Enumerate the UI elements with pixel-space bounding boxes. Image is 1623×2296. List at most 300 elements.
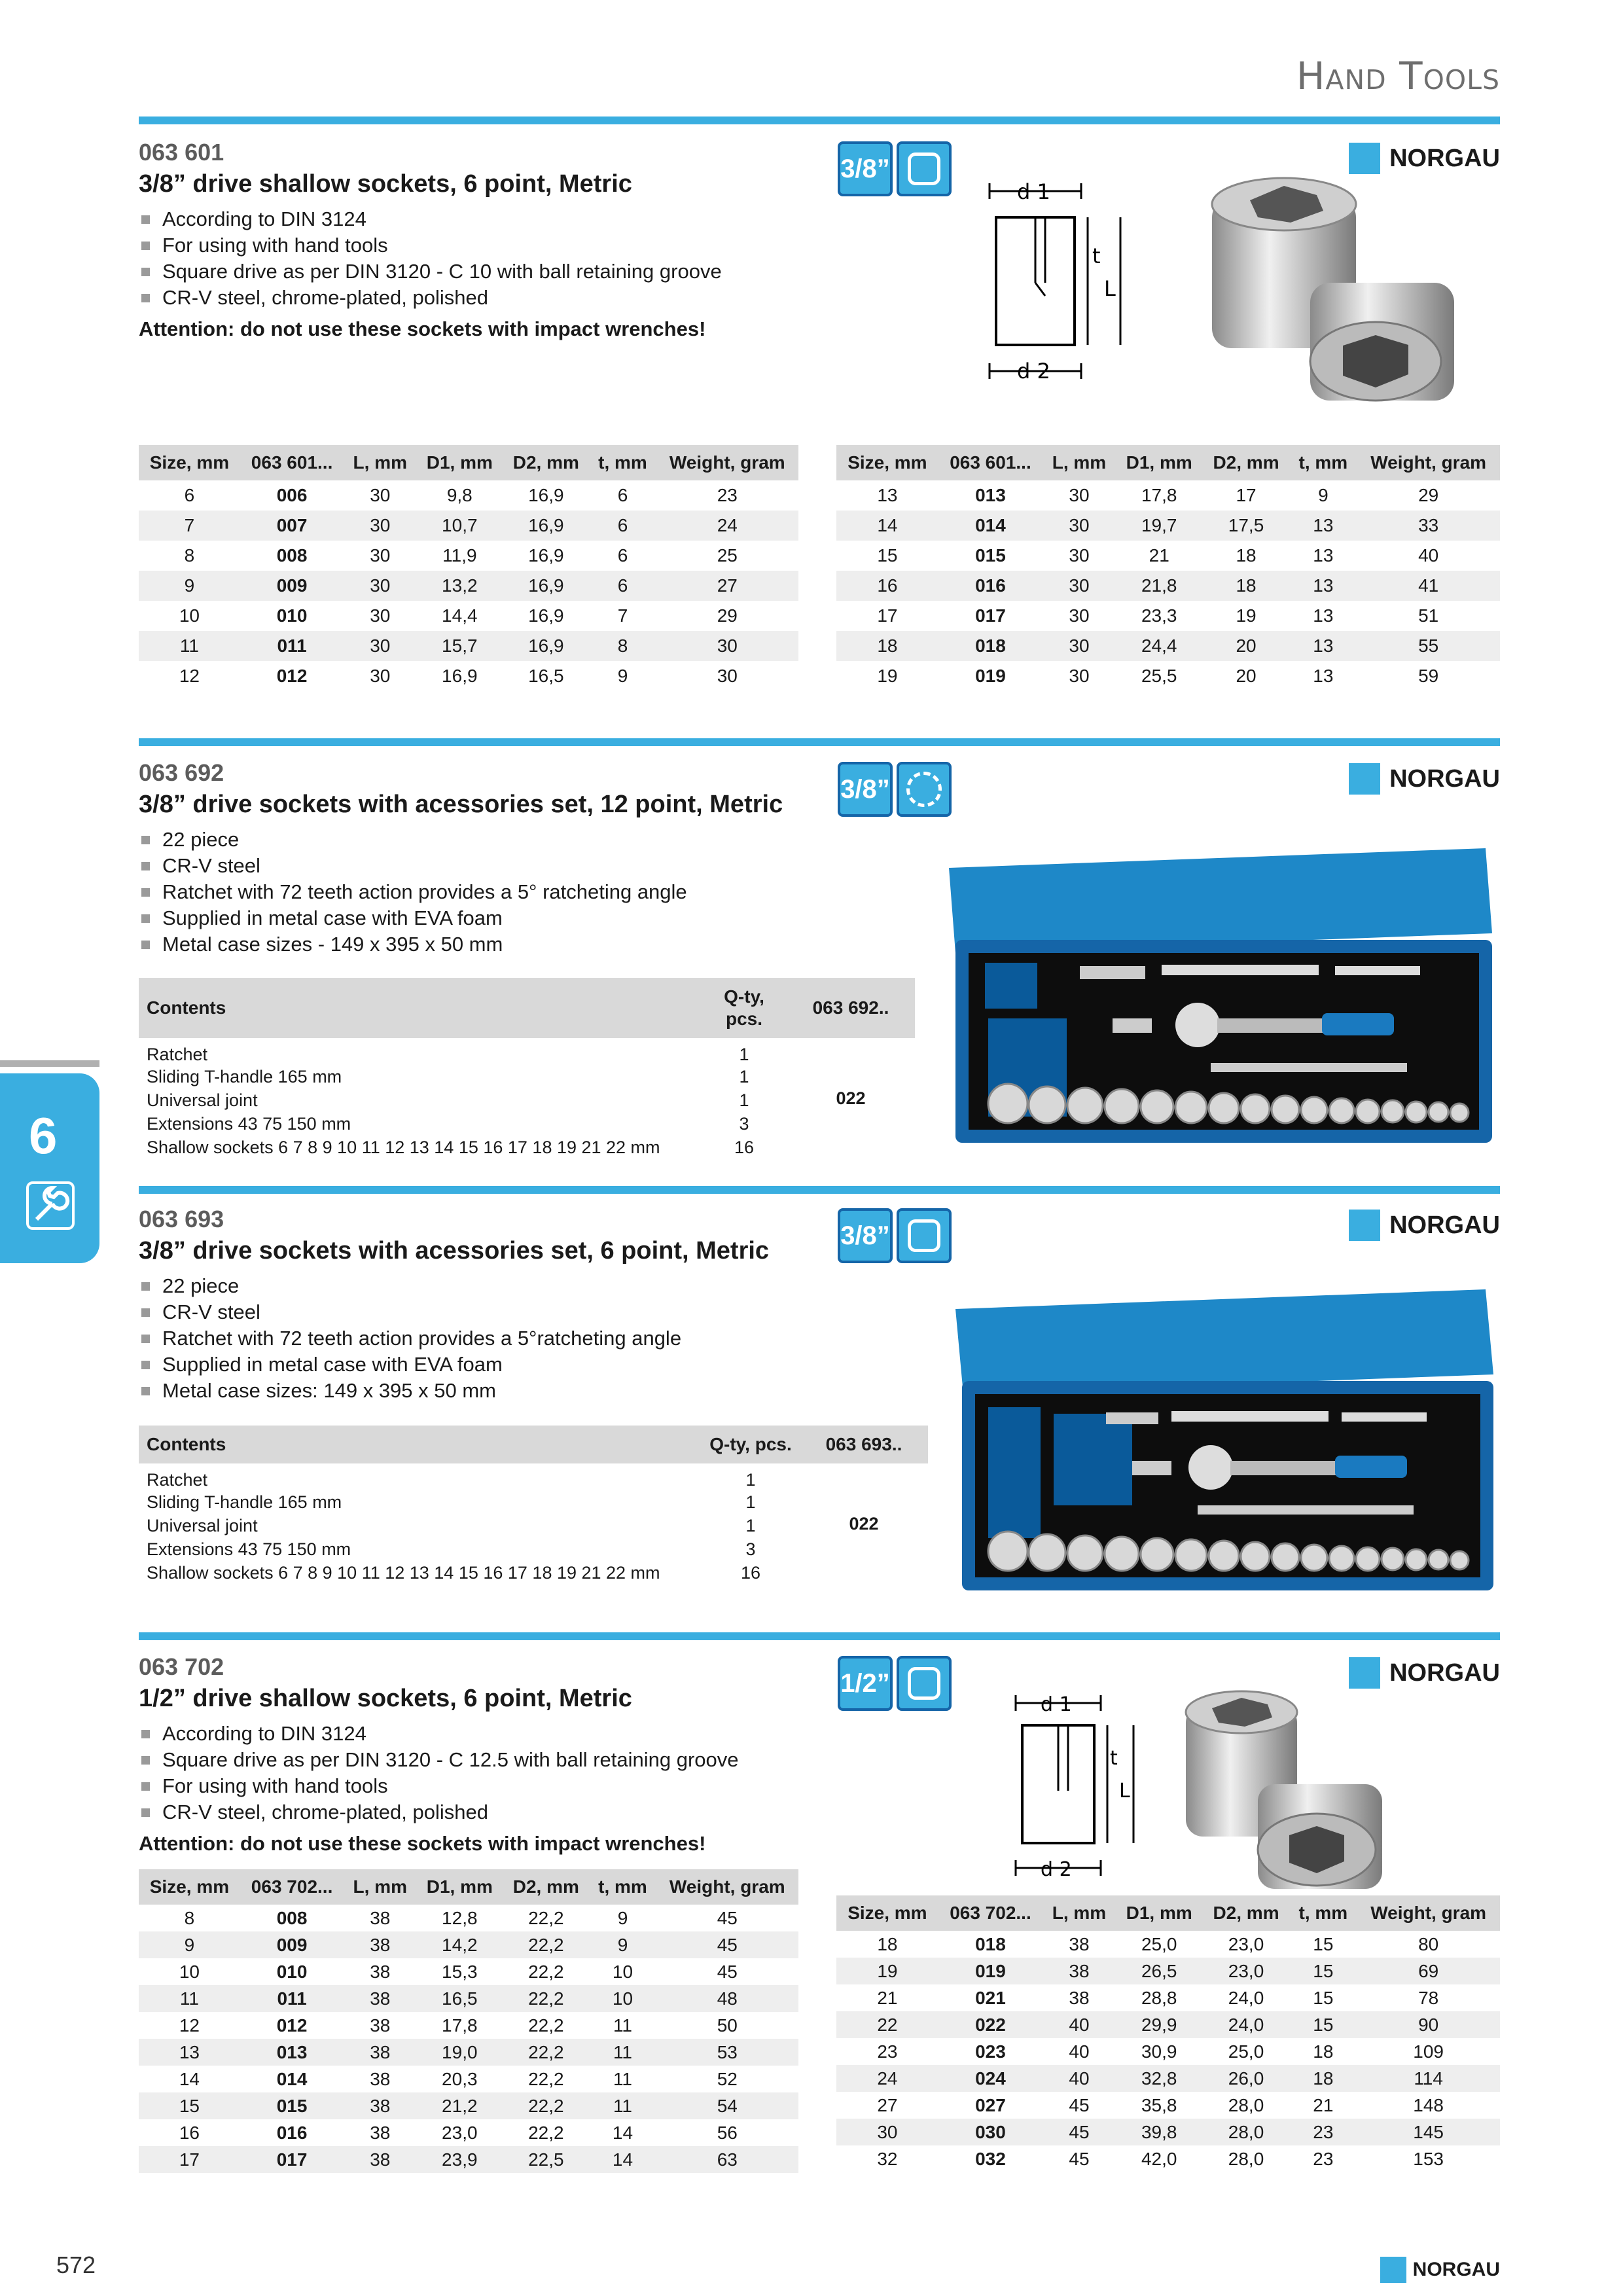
col-header: Q-ty, pcs. xyxy=(702,978,787,1038)
feature-item: For using with hand tools xyxy=(139,1773,1500,1799)
table-cell: 29 xyxy=(717,605,738,626)
table-cell: 19 xyxy=(1236,605,1257,626)
table-cell: 8 xyxy=(589,631,656,661)
table-cell: 30 xyxy=(344,631,416,661)
table-cell: 12 xyxy=(179,666,200,686)
section-rule xyxy=(139,117,1500,124)
table-cell: 16,5 xyxy=(416,1985,503,2012)
product-title: 1/2” drive shallow sockets, 6 point, Metric xyxy=(139,1685,632,1712)
table-cell: 30 xyxy=(1069,485,1090,505)
table-cell: 38 xyxy=(370,2015,391,2036)
col-header: L, mm xyxy=(1043,1895,1116,1931)
table-cell: 18 xyxy=(1203,571,1290,601)
table-row xyxy=(836,1931,1500,1958)
table-cell: 30 xyxy=(370,666,391,686)
article-number-cell: 017 xyxy=(240,2146,344,2173)
table-cell: 17,8 xyxy=(442,2015,478,2036)
article-number-cell: 017 xyxy=(975,605,1006,626)
table-cell: 55 xyxy=(1357,631,1500,661)
dim-label-d1: d 1 xyxy=(1017,179,1050,204)
table-cell: 23 xyxy=(717,485,738,505)
drive-badges xyxy=(838,1208,952,1263)
feature-item: Supplied in metal case with EVA foam xyxy=(139,1352,1500,1378)
table-cell: 30 xyxy=(1043,571,1116,601)
drive-size-badge: 3/8” xyxy=(838,1208,893,1263)
table-row xyxy=(139,2066,798,2092)
table-cell: 7 xyxy=(139,511,240,541)
table-cell: 13 xyxy=(1313,605,1334,626)
table-cell: 21 xyxy=(1149,545,1169,565)
drive-badges xyxy=(838,762,952,817)
content-qty: 1 xyxy=(745,1492,756,1512)
feature-item: Supplied in metal case with EVA foam xyxy=(139,905,1500,931)
table-cell: 27 xyxy=(877,2094,898,2115)
table-cell: 23 xyxy=(1289,2119,1357,2145)
article-number-cell: 019 xyxy=(975,666,1006,686)
article-code: 063 601 xyxy=(139,139,224,166)
brand-logo xyxy=(1349,143,1500,174)
table-cell: 13 xyxy=(877,485,898,505)
content-item: Shallow sockets 6 7 8 9 10 11 12 13 14 15 16 17 18 19 21 22 mm xyxy=(147,1137,660,1157)
col-header: D2, mm xyxy=(503,445,589,480)
col-header: L, mm xyxy=(344,445,416,480)
table-cell: 22,5 xyxy=(503,2146,589,2173)
table-cell: 24,0 xyxy=(1228,1987,1264,2008)
col-header: D1, mm xyxy=(1116,1895,1203,1931)
table-cell: 16,9 xyxy=(528,485,564,505)
set-article-number: 022 xyxy=(849,1514,879,1534)
table-cell: 8 xyxy=(184,545,195,565)
col-header: Weight, gram xyxy=(1357,445,1500,480)
table-cell: 10 xyxy=(179,1961,200,1982)
table-cell: 15,7 xyxy=(416,631,503,661)
col-header: t, mm xyxy=(589,445,656,480)
table-cell: 148 xyxy=(1413,2094,1444,2115)
table-cell: 38 xyxy=(344,1931,416,1958)
content-qty: 16 xyxy=(740,1562,761,1583)
table-cell: 22,2 xyxy=(528,1907,564,1928)
article-number-cell: 016 xyxy=(276,2122,308,2143)
table-cell: 6 xyxy=(589,511,656,541)
table-cell: 9 xyxy=(139,571,240,601)
table-row xyxy=(139,480,798,511)
drive-size-badge: 1/2” xyxy=(838,1656,893,1711)
table-cell: 23,0 xyxy=(442,2122,478,2143)
sidebar-divider xyxy=(0,1060,99,1067)
table-cell: 11 xyxy=(139,631,240,661)
content-item: Extensions 43 75 150 mm xyxy=(147,1539,351,1559)
feature-item: Ratchet with 72 teeth action provides a 5° ratcheting angle xyxy=(139,879,1500,905)
table-cell: 24,0 xyxy=(1203,2011,1290,2038)
table-cell: 15 xyxy=(139,2092,240,2119)
table-cell: 16 xyxy=(836,571,938,601)
spec-table-063702-right xyxy=(836,1895,1500,2172)
col-header: Contents xyxy=(139,1426,702,1463)
socket-product-photo xyxy=(1173,1686,1408,1895)
article-number-cell: 019 xyxy=(938,1958,1043,1984)
table-cell: 20 xyxy=(1236,666,1257,686)
table-row xyxy=(139,2092,798,2119)
article-number-cell: 012 xyxy=(276,666,308,686)
table-cell: 45 xyxy=(1043,2119,1116,2145)
content-qty: 1 xyxy=(745,1470,756,1490)
table-cell: 10 xyxy=(612,1961,633,1982)
contents-table-063693 xyxy=(139,1426,928,1585)
table-cell: 15 xyxy=(1313,1933,1334,1954)
table-cell: 50 xyxy=(717,2015,738,2036)
table-row xyxy=(836,1984,1500,2011)
table-cell: 40 xyxy=(1043,2065,1116,2092)
table-cell: 12 xyxy=(179,2015,200,2036)
table-row xyxy=(836,2092,1500,2119)
table-cell: 13 xyxy=(1313,545,1334,565)
dim-label-d2: d 2 xyxy=(1041,1858,1072,1881)
table-cell: 14,4 xyxy=(442,605,478,626)
table-row xyxy=(836,511,1500,541)
table-cell: 9,8 xyxy=(446,485,473,505)
table-cell: 25,0 xyxy=(1141,1933,1177,1954)
socket-dimension-diagram xyxy=(983,178,1140,387)
table-cell: 23,9 xyxy=(416,2146,503,2173)
table-cell: 38 xyxy=(1069,1987,1090,2008)
table-cell: 38 xyxy=(344,1985,416,2012)
article-number-cell: 009 xyxy=(240,1931,344,1958)
table-cell: 17 xyxy=(139,2146,240,2173)
article-number-cell: 009 xyxy=(240,571,344,601)
table-cell: 19 xyxy=(836,1958,938,1984)
brand-square-icon xyxy=(1349,1657,1380,1689)
table-cell: 11 xyxy=(589,2092,656,2119)
article-number-cell: 021 xyxy=(975,1987,1006,2008)
warning-text: Attention: do not use these sockets with impact wrenches! xyxy=(139,1832,706,1855)
table-cell: 11 xyxy=(613,2015,633,2036)
table-cell: 14 xyxy=(589,2146,656,2173)
table-cell: 16,9 xyxy=(503,571,589,601)
table-cell: 30 xyxy=(1043,511,1116,541)
warning-text: Attention: do not use these sockets with impact wrenches! xyxy=(139,317,706,340)
table-cell: 38 xyxy=(370,2068,391,2089)
table-cell: 14 xyxy=(612,2122,633,2143)
article-number-cell: 015 xyxy=(975,545,1006,565)
brand-square-icon xyxy=(1349,763,1380,795)
table-cell: 15 xyxy=(877,545,898,565)
table-cell: 23,0 xyxy=(1203,1958,1290,1984)
table-row xyxy=(836,631,1500,661)
dim-label-L: L xyxy=(1119,1780,1130,1803)
spec-table-063601-left xyxy=(139,445,798,691)
table-cell: 22,2 xyxy=(528,2068,564,2089)
article-number-cell: 007 xyxy=(240,511,344,541)
content-qty: 1 xyxy=(739,1090,749,1110)
content-item: Ratchet xyxy=(147,1470,208,1490)
content-item: Ratchet xyxy=(147,1045,208,1064)
table-cell: 13 xyxy=(139,2039,240,2066)
table-cell: 33 xyxy=(1357,511,1500,541)
table-cell: 10,7 xyxy=(416,511,503,541)
feature-item: CR-V steel, chrome-plated, polished xyxy=(139,285,1500,311)
table-cell: 16,5 xyxy=(528,666,564,686)
table-cell: 153 xyxy=(1413,2148,1444,2169)
brand-square-icon xyxy=(1349,1210,1380,1241)
col-header: D2, mm xyxy=(1203,445,1290,480)
dim-label-t: t xyxy=(1110,1747,1118,1770)
table-cell: 15,3 xyxy=(442,1961,478,1982)
table-cell: 35,8 xyxy=(1141,2094,1177,2115)
feature-item: CR-V steel, chrome-plated, polished xyxy=(139,1799,1500,1825)
table-cell: 39,8 xyxy=(1116,2119,1203,2145)
table-cell: 6 xyxy=(617,485,628,505)
table-cell: 22,2 xyxy=(528,2122,564,2143)
table-cell: 25 xyxy=(717,545,738,565)
table-cell: 30 xyxy=(656,631,798,661)
table-cell: 10 xyxy=(179,605,200,626)
table-cell: 45 xyxy=(656,1931,798,1958)
socket-product-photo xyxy=(1199,171,1474,414)
footer-brand-logo xyxy=(1380,2257,1500,2283)
table-cell: 53 xyxy=(656,2039,798,2066)
table-row xyxy=(836,1958,1500,1984)
table-cell: 22,2 xyxy=(503,2039,589,2066)
table-cell: 16,9 xyxy=(442,666,478,686)
article-number-cell: 014 xyxy=(938,511,1043,541)
content-qty: 16 xyxy=(734,1137,755,1157)
table-cell: 30 xyxy=(1069,605,1090,626)
article-code: 063 693 xyxy=(139,1206,224,1232)
article-number-cell: 014 xyxy=(276,2068,308,2089)
table-cell: 28,8 xyxy=(1141,1987,1177,2008)
table-cell: 11 xyxy=(613,2068,633,2089)
socket-set-case-photo xyxy=(936,842,1499,1158)
table-cell: 69 xyxy=(1357,1958,1500,1984)
brand-name: NORGAU xyxy=(1389,1659,1500,1687)
chapter-number: 6 xyxy=(29,1107,58,1164)
brand-name: NORGAU xyxy=(1389,764,1500,793)
col-header: 063 692.. xyxy=(787,978,915,1038)
feature-item: For using with hand tools xyxy=(139,232,1500,259)
table-cell: 24,4 xyxy=(1116,631,1203,661)
col-header: 063 601... xyxy=(240,445,344,480)
drive-size-badge: 3/8” xyxy=(838,141,893,196)
table-cell: 28,0 xyxy=(1228,2094,1264,2115)
article-number-cell: 008 xyxy=(276,1907,308,1928)
wrench-icon xyxy=(26,1181,75,1230)
table-cell: 59 xyxy=(1418,666,1439,686)
table-cell: 18 xyxy=(1236,545,1257,565)
table-cell: 20,3 xyxy=(442,2068,478,2089)
table-cell: 30 xyxy=(717,666,738,686)
table-cell: 16,9 xyxy=(503,631,589,661)
table-cell: 45 xyxy=(1069,2094,1090,2115)
col-header: D1, mm xyxy=(1116,445,1203,480)
table-cell: 17 xyxy=(877,605,898,626)
table-cell: 40 xyxy=(1069,2041,1090,2062)
col-header: Size, mm xyxy=(836,1895,938,1931)
content-item: Sliding T-handle 165 mm xyxy=(147,1492,342,1512)
brand-logo xyxy=(1349,1210,1500,1241)
table-cell: 41 xyxy=(1357,571,1500,601)
product-title: 3/8” drive sockets with acessories set, 12 point, Metric xyxy=(139,791,783,818)
table-row xyxy=(836,480,1500,511)
hexagon-icon xyxy=(897,1656,952,1711)
table-cell: 21,2 xyxy=(416,2092,503,2119)
table-cell: 19 xyxy=(877,666,898,686)
col-header: Size, mm xyxy=(139,1869,240,1905)
col-header: t, mm xyxy=(589,1869,656,1905)
feature-item: Square drive as per DIN 3120 - C 12.5 with ball retaining groove xyxy=(139,1747,1500,1773)
table-row xyxy=(836,2038,1500,2065)
table-row xyxy=(139,601,798,631)
hexagon-icon xyxy=(897,1208,952,1263)
article-number-cell: 024 xyxy=(938,2065,1043,2092)
product-063702 xyxy=(139,1653,1500,1902)
table-cell: 114 xyxy=(1357,2065,1500,2092)
table-row xyxy=(836,2145,1500,2172)
article-number-cell: 015 xyxy=(240,2092,344,2119)
article-number-cell: 027 xyxy=(975,2094,1006,2115)
content-qty: 1 xyxy=(739,1045,749,1064)
table-cell: 23,0 xyxy=(1228,1933,1264,1954)
table-cell: 30 xyxy=(1043,631,1116,661)
col-header: Weight, gram xyxy=(656,1869,798,1905)
table-cell: 14,2 xyxy=(416,1931,503,1958)
table-cell: 16,9 xyxy=(528,605,564,626)
content-item: Universal joint xyxy=(147,1090,258,1110)
table-cell: 20 xyxy=(1203,631,1290,661)
content-item: Shallow sockets 6 7 8 9 10 11 12 13 14 15 16 17 18 19 21 22 mm xyxy=(147,1562,660,1583)
table-cell: 30 xyxy=(1069,545,1090,565)
content-item: Universal joint xyxy=(147,1515,258,1535)
table-row xyxy=(836,661,1500,691)
section-rule xyxy=(139,1632,1500,1640)
article-number-cell: 022 xyxy=(938,2011,1043,2038)
table-cell: 51 xyxy=(1418,605,1439,626)
table-row xyxy=(139,2012,798,2039)
table-cell: 28,0 xyxy=(1228,2148,1264,2169)
col-header: 063 702... xyxy=(240,1869,344,1905)
article-number-cell: 010 xyxy=(276,605,308,626)
table-cell: 42,0 xyxy=(1141,2148,1177,2169)
table-cell: 16 xyxy=(179,2122,200,2143)
table-cell: 16,9 xyxy=(528,545,564,565)
table-cell: 56 xyxy=(717,2122,738,2143)
table-cell: 28,0 xyxy=(1203,2119,1290,2145)
article-number-cell: 018 xyxy=(975,1933,1006,1954)
table-cell: 8 xyxy=(184,1907,195,1928)
dim-label-d1: d 1 xyxy=(1041,1693,1072,1716)
table-cell: 19,7 xyxy=(1116,511,1203,541)
feature-item: Metal case sizes - 149 x 395 x 50 mm xyxy=(139,931,1500,958)
table-cell: 38 xyxy=(1069,1933,1090,1954)
hexagon-icon xyxy=(897,141,952,196)
table-cell: 26,0 xyxy=(1203,2065,1290,2092)
table-cell: 14 xyxy=(836,511,938,541)
table-cell: 6 xyxy=(184,485,195,505)
table-cell: 25,0 xyxy=(1228,2041,1264,2062)
table-cell: 6 xyxy=(617,545,628,565)
article-number-cell: 011 xyxy=(240,1985,344,2012)
table-cell: 38 xyxy=(1043,1958,1116,1984)
table-row xyxy=(139,1905,798,1931)
col-header: Contents xyxy=(139,978,702,1038)
table-cell: 30 xyxy=(344,571,416,601)
col-header: D2, mm xyxy=(503,1869,589,1905)
table-cell: 38 xyxy=(344,2039,416,2066)
col-header: L, mm xyxy=(1043,445,1116,480)
chapter-tab[interactable] xyxy=(0,1073,99,1263)
page-number: 572 xyxy=(56,2251,96,2278)
twelve-point-icon xyxy=(897,762,952,817)
table-cell: 27 xyxy=(656,571,798,601)
article-number-cell: 008 xyxy=(276,545,308,565)
article-number-cell: 030 xyxy=(938,2119,1043,2145)
spec-table-063601-right xyxy=(836,445,1500,691)
table-cell: 14 xyxy=(179,2068,200,2089)
article-number-cell: 013 xyxy=(975,485,1006,505)
table-row xyxy=(836,2011,1500,2038)
brand-name: NORGAU xyxy=(1412,2259,1500,2280)
table-cell: 13 xyxy=(1289,631,1357,661)
table-cell: 80 xyxy=(1418,1933,1439,1954)
article-number-cell: 032 xyxy=(975,2148,1006,2169)
table-cell: 30 xyxy=(836,2119,938,2145)
article-number-cell: 006 xyxy=(276,485,308,505)
table-cell: 23 xyxy=(1313,2148,1334,2169)
table-cell: 15 xyxy=(1289,2011,1357,2038)
table-row xyxy=(836,571,1500,601)
feature-item: Square drive as per DIN 3120 - C 10 with ball retaining groove xyxy=(139,259,1500,285)
table-cell: 24 xyxy=(836,2065,938,2092)
table-cell: 30 xyxy=(370,485,391,505)
table-cell: 109 xyxy=(1413,2041,1444,2062)
socket-dimension-diagram xyxy=(1009,1693,1140,1882)
table-cell: 9 xyxy=(139,1931,240,1958)
table-cell: 22,2 xyxy=(503,2092,589,2119)
table-cell: 11 xyxy=(589,2039,656,2066)
article-code: 063 692 xyxy=(139,759,224,786)
col-header: Weight, gram xyxy=(656,445,798,480)
table-cell: 26,5 xyxy=(1116,1958,1203,1984)
table-cell: 7 xyxy=(617,605,628,626)
table-row xyxy=(139,511,798,541)
table-cell: 16,9 xyxy=(503,511,589,541)
spec-table-063702-left xyxy=(139,1869,798,2173)
col-header: Size, mm xyxy=(139,445,240,480)
feature-item: Ratchet with 72 teeth action provides a 5°ratcheting angle xyxy=(139,1325,1500,1352)
brand-square-icon xyxy=(1380,2257,1406,2283)
table-cell: 13 xyxy=(1289,571,1357,601)
feature-item: According to DIN 3124 xyxy=(139,1721,1500,1747)
drive-badges xyxy=(838,1656,952,1711)
table-cell: 40 xyxy=(1418,545,1439,565)
contents-table-063692 xyxy=(139,978,915,1159)
table-cell: 32,8 xyxy=(1116,2065,1203,2092)
brand-square-icon xyxy=(1349,143,1380,174)
table-cell: 29 xyxy=(1418,485,1439,505)
table-cell: 13 xyxy=(1313,666,1334,686)
table-row xyxy=(139,2039,798,2066)
table-cell: 30 xyxy=(344,511,416,541)
table-cell: 38 xyxy=(370,1907,391,1928)
content-qty: 1 xyxy=(745,1515,756,1535)
table-cell: 29,9 xyxy=(1116,2011,1203,2038)
dim-label-L: L xyxy=(1104,276,1116,301)
table-cell: 19,0 xyxy=(416,2039,503,2066)
table-cell: 22,2 xyxy=(503,1985,589,2012)
feature-item: CR-V steel xyxy=(139,853,1500,879)
table-row xyxy=(836,541,1500,571)
article-number-cell: 012 xyxy=(276,2015,308,2036)
table-row xyxy=(139,541,798,571)
